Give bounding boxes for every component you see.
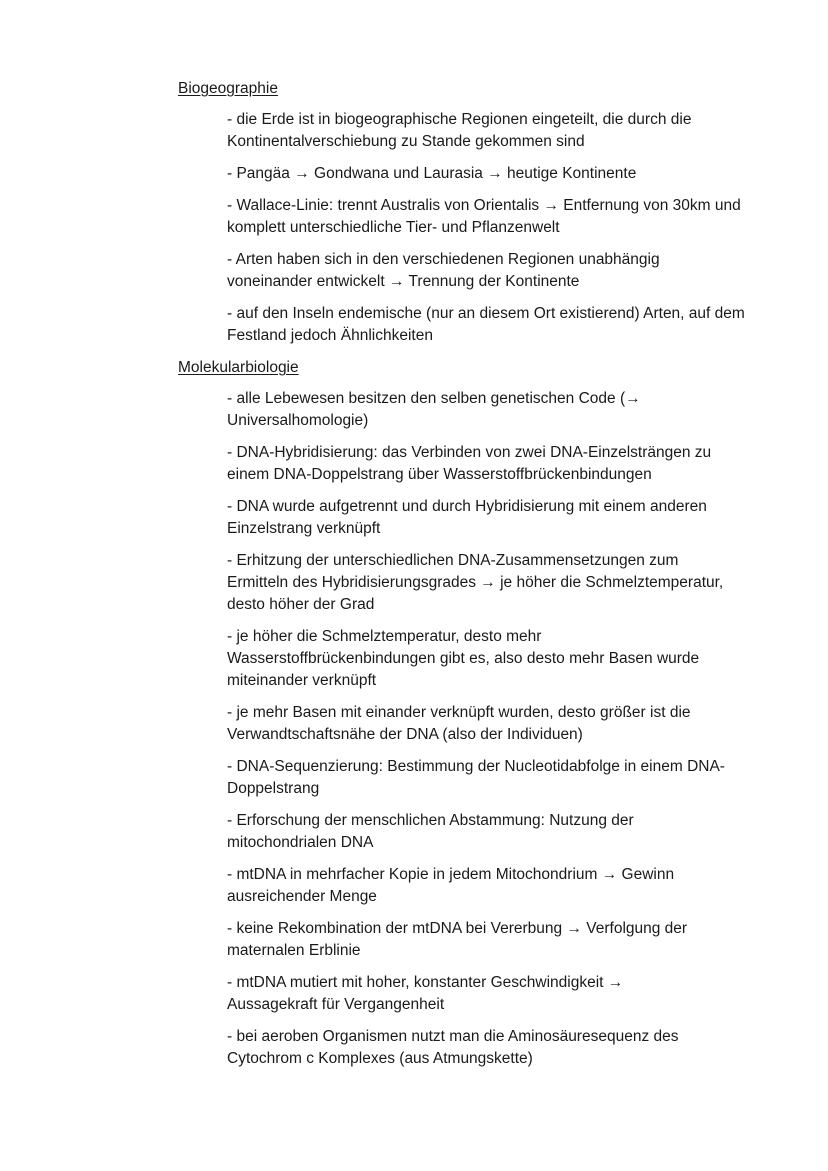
list-item: - DNA-Hybridisierung: das Verbinden von zwei DNA-Einzelsträngen zu einem DNA-Doppelstrang über Wasserstoffbrückenbindungen	[227, 444, 712, 483]
list-item: - keine Rekombination der mtDNA bei Vererbung → Verfolgung der maternalen Erblinie	[227, 920, 688, 959]
list-item: - je mehr Basen mit einander verknüpft wurden, desto größer ist die Verwandtschaftsnähe der DNA (also der Individuen)	[227, 704, 691, 743]
list-item: - je höher die Schmelztemperatur, desto mehr Wasserstoffbrückenbindungen gibt es, also desto mehr Basen wurde miteinander verknüpft	[227, 628, 700, 689]
list-item: - die Erde ist in biogeographische Regionen eingeteilt, die durch die Kontinentalverschiebung zu Stande gekommen sind	[227, 111, 692, 150]
list-item: - Pangäa → Gondwana und Laurasia → heutige Kontinente	[227, 165, 637, 182]
section-biogeographie	[178, 78, 758, 347]
list-item: - Erhitzung der unterschiedlichen DNA-Zusammensetzungen zum Ermitteln des Hybridisierungsgrades → je höher die Schmelztemperatur, desto höher der Grad	[227, 552, 724, 613]
list-item: - auf den Inseln endemische (nur an diesem Ort existierend) Arten, auf dem Festland jedoch Ähnlichkeiten	[227, 305, 745, 344]
list-item: - alle Lebewesen besitzen den selben genetischen Code (→ Universalhomologie)	[227, 390, 641, 429]
section-heading: Biogeographie	[178, 80, 278, 97]
list-item: - mtDNA mutiert mit hoher, konstanter Geschwindigkeit → Aussagekraft für Vergangenheit	[227, 974, 624, 1013]
section-heading: Molekularbiologie	[178, 359, 299, 376]
list-item: - mtDNA in mehrfacher Kopie in jedem Mitochondrium → Gewinn ausreichender Menge	[227, 866, 675, 905]
list-item: - DNA-Sequenzierung: Bestimmung der Nucleotidabfolge in einem DNA-Doppelstrang	[227, 758, 725, 797]
list-item: - DNA wurde aufgetrennt und durch Hybridisierung mit einem anderen Einzelstrang verknüpft	[227, 498, 707, 537]
list-item: - Erforschung der menschlichen Abstammung: Nutzung der mitochondrialen DNA	[227, 812, 634, 851]
bullet-list	[178, 109, 758, 347]
list-item: - Wallace-Linie: trennt Australis von Orientalis → Entfernung von 30km und komplett unterschiedliche Tier- und Pflanzenwelt	[227, 197, 741, 236]
list-item: - Arten haben sich in den verschiedenen Regionen unabhängig voneinander entwickelt → Trennung der Kontinente	[227, 251, 660, 290]
section-molekularbiologie	[178, 357, 758, 1070]
bullet-list	[178, 388, 758, 1070]
list-item: - bei aeroben Organismen nutzt man die Aminosäuresequenz des Cytochrom c Komplexes (aus Atmungskette)	[227, 1028, 679, 1067]
